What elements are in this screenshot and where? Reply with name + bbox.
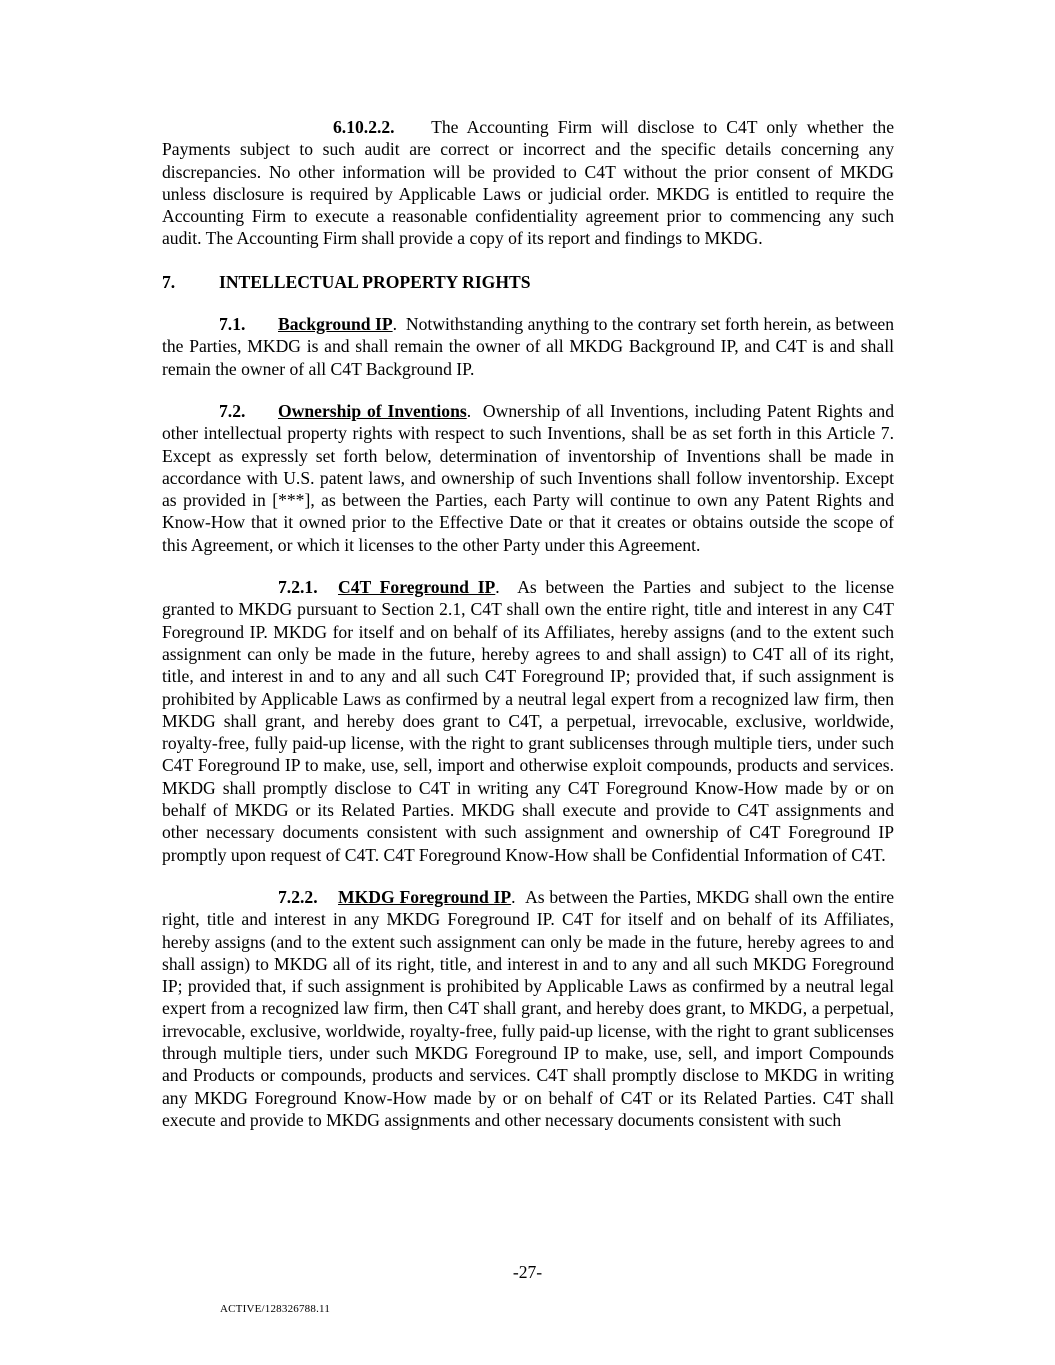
paragraph-7-2: 7.2. Ownership of Inventions. Ownership of all Inventions, including Patent Rights and other intellectual property rights with respect to such Inventions, shall be as set forth in this Article 7. Except as expressly set forth below, determination of inventorship of Inventions shall be made in accordance with U.S. patent laws, and ownership of such Inventions shall follow inventorship. Except as provided in [***], as between the Parties, each Party will continue to own any Patent Rights and Know-How that it owned prior to the Effective Date or that it creates or obtains outside the scope of this Agreement, or which it licenses to the other Party under this Agreement. <box>162 400 895 555</box>
page-number: -27- <box>512 1262 543 1282</box>
section-number: 7.2. <box>219 400 246 421</box>
paragraph-6-10-2-2 <box>162 116 894 250</box>
section-text: As between the Parties and subject to the license granted to MKDG pursuant to Section 2.1, C4T shall own the entire right, title and interest in any C4T Foreground IP. MKDG for itself and on behalf of its Affiliates, hereby assigns (and to the extent such assignment can only be made in the future, hereby agrees to and shall assign) to C4T all of its right, title, and interest in and to any and all such C4T Foreground IP; provided that, if such assignment is prohibited by Applicable Laws as confirmed by a neutral legal expert from a recognized law firm, then MKDG shall grant, and hereby does grant to C4T, a perpetual, irrevocable, exclusive, worldwide, royalty-free, fully paid-up license, with the right to grant sublicenses through multiple tiers, under such C4T Foreground IP to make, use, sell, import and otherwise exploit compounds, products and services. MKDG shall promptly disclose to C4T in writing any C4T Foreground Know-How made by or on behalf of MKDG or its Related Parties. MKDG shall execute and provide to C4T assignments and other necessary documents consistent with such assignment and ownership of C4T Foreground IP promptly upon request of C4T. C4T Foreground Know-How shall be Confidential Information of C4T. <box>162 577 895 865</box>
section-title: MKDG Foreground IP <box>338 886 512 907</box>
section-number: 7.1. <box>219 314 246 335</box>
paragraph-7-1: 7.1. Background IP. Notwithstanding anything to the contrary set forth herein, as between the Parties, MKDG is and shall remain the owner of all MKDG Background IP, and C4T is and shall remain the owner of all C4T Background IP. <box>162 314 894 379</box>
document-body <box>162 116 894 1131</box>
section-title: C4T Foreground IP <box>338 577 496 598</box>
paragraph-7-2-1: 7.2.1. C4T Foreground IP. As between the Parties and subject to the license granted to MKDG pursuant to Section 2.1, C4T shall own the entire right, title and interest in any C4T Foreground IP. MKDG for itself and on behalf of its Affiliates, hereby assigns (and to the extent such assignment can only be made in the future, hereby agrees to and shall assign) to C4T all of its right, title, and interest in and to any and all such C4T Foreground IP; provided that, if such assignment is prohibited by Applicable Laws as confirmed by a neutral legal expert from a recognized law firm, then MKDG shall grant, and hereby does grant to C4T, a perpetual, irrevocable, exclusive, worldwide, royalty-free, fully paid-up license, with the right to grant sublicenses through multiple tiers, under such C4T Foreground IP to make, use, sell, import and otherwise exploit compounds, products and services. MKDG shall promptly disclose to C4T in writing any C4T Foreground Know-How made by or on behalf of MKDG or its Related Parties. MKDG shall execute and provide to C4T assignments and other necessary documents consistent with such assignment and ownership of C4T Foreground IP promptly upon request of C4T. C4T Foreground Know-How shall be Confidential Information of C4T. <box>162 577 895 865</box>
section-title: Background IP <box>278 314 393 335</box>
section-number: 7.2.2. <box>278 886 318 907</box>
section-text: Ownership of all Inventions, including Patent Rights and other intellectual property rights with respect to such Inventions, shall be as set forth in this Article 7. Except as expressly set forth below, determination of inventorship of Inventions shall be made in accordance with U.S. patent laws, and ownership of such Inventions shall follow inventorship. Except as provided in [***], as between the Parties, each Party will continue to own any Patent Rights and Know-How that it owned prior to the Effective Date or that it creates or obtains outside the scope of this Agreement, or which it licenses to the other Party under this Agreement. <box>162 400 895 555</box>
paragraph-7-2-2: 7.2.2. MKDG Foreground IP. As between the Parties, MKDG shall own the entire right, title and interest in any MKDG Foreground IP. C4T for itself and on behalf of its Affiliates, hereby assigns (and to the extent such assignment can only be made in the future, hereby agrees to and shall assign) to MKDG all of its right, title, and interest in and to any and all such MKDG Foreground IP; provided that, if such assignment is prohibited by Applicable Laws as confirmed by a neutral legal expert from a recognized law firm, then C4T shall grant, and hereby does grant, to MKDG, a perpetual, irrevocable, exclusive, worldwide, royalty-free, fully paid-up license, with the right to grant sublicenses through multiple tiers, under such MKDG Foreground IP to make, use, sell, and import Compounds and Products or compounds, products and services. C4T shall promptly disclose to MKDG in writing any MKDG Foreground Know-How made by or on behalf of C4T or its Related Parties. C4T shall execute and provide to MKDG assignments and other necessary documents consistent with such <box>162 886 895 1130</box>
article-title: INTELLECTUAL PROPERTY RIGHTS <box>219 271 531 292</box>
article-number: 7. <box>162 271 176 292</box>
section-number: 6.10.2.2. <box>333 117 395 137</box>
section-text: The Accounting Firm will disclose to C4T only whether the Payments subject to such audit are correct or incorrect and the specific details concerning any discrepancies. No other information will be provided to C4T without the prior consent of MKDG unless disclosure is required by Applicable Laws or judicial order. MKDG is entitled to require the Accounting Firm to execute a reasonable confidentiality agreement prior to commencing any such audit. The Accounting Firm shall provide a copy of its report and findings to MKDG. <box>162 117 895 249</box>
section-text: As between the Parties, MKDG shall own the entire right, title and interest in any MKDG Foreground IP. C4T for itself and on behalf of its Affiliates, hereby assigns (and to the extent such assignment can only be made in the future, hereby agrees to and shall assign) to MKDG all of its right, title, and interest in and to any and all such MKDG Foreground IP; provided that, if such assignment is prohibited by Applicable Laws as confirmed by a neutral legal expert from a recognized law firm, then C4T shall grant, and hereby does grant, to MKDG, a perpetual, irrevocable, exclusive, worldwide, royalty-free, fully paid-up license, with the right to grant sublicenses through multiple tiers, under such MKDG Foreground IP to make, use, sell, and import Compounds and Products or compounds, products and services. C4T shall promptly disclose to MKDG in writing any MKDG Foreground Know-How made by or on behalf of C4T or its Related Parties. C4T shall execute and provide to MKDG assignments and other necessary documents consistent with such <box>162 886 895 1130</box>
article-heading-7 <box>162 271 894 293</box>
section-title: Ownership of Inventions <box>278 400 467 421</box>
section-text: Notwithstanding anything to the contrary set forth herein, as between the Parties, MKDG is and shall remain the owner of all MKDG Background IP, and C4T is and shall remain the owner of all C4T Background IP. <box>162 314 894 379</box>
section-number: 7.2.1. <box>278 577 318 598</box>
document-id: ACTIVE/128326788.11 <box>220 1303 331 1315</box>
